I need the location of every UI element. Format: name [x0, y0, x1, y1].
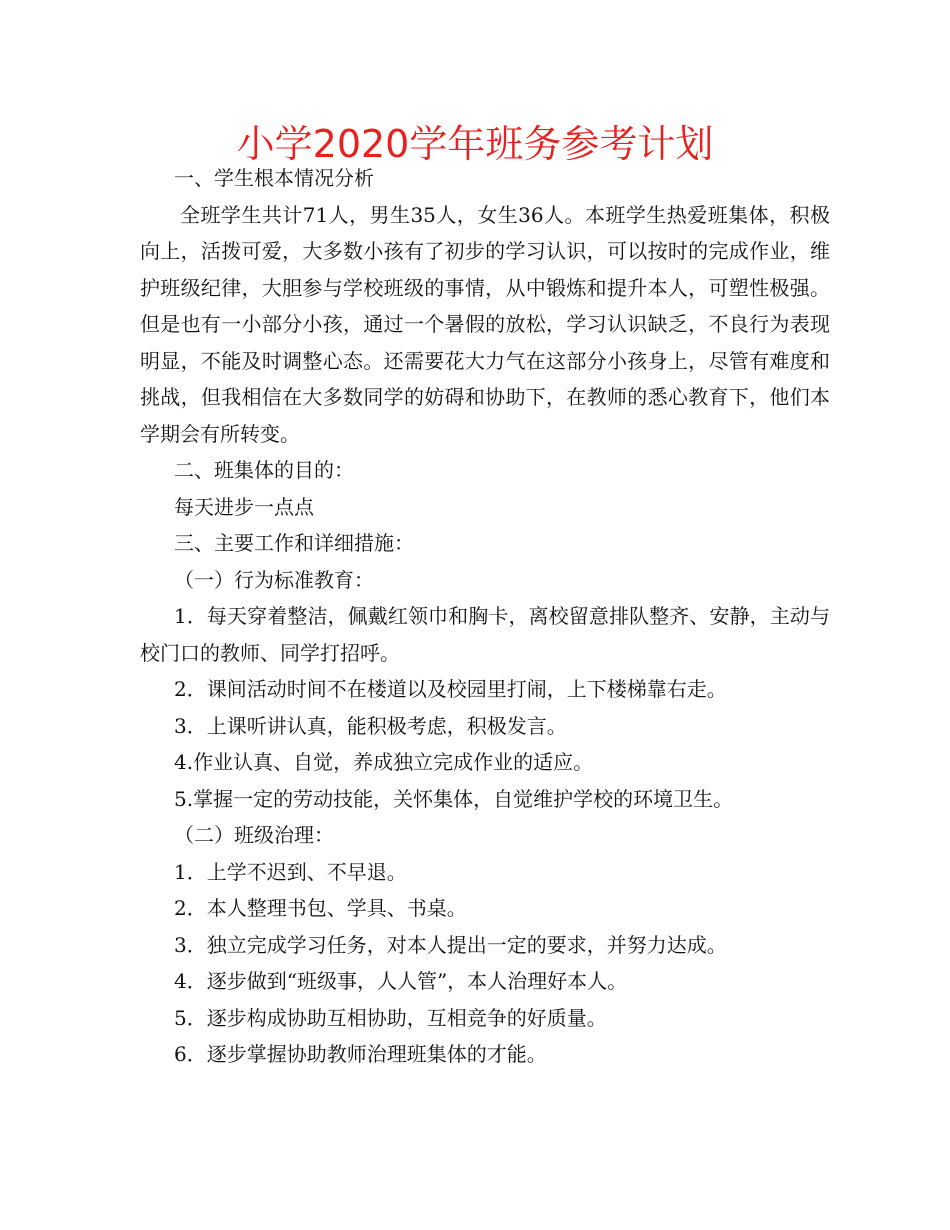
list-item: 5.掌握一定的劳动技能，关怀集体，自觉维护学校的环境卫生。: [174, 786, 734, 811]
section2-heading: 二、班集体的目的：: [174, 458, 354, 482]
subsection1-heading: （一）行为标准教育：: [174, 567, 374, 592]
list-item: 3．上课听讲认真，能积极考虑，积极发言。: [174, 713, 567, 738]
list-item: 4．逐步做到“班级事，人人管”，本人治理好本人。: [174, 969, 628, 993]
section1-paragraph: 全班学生共计71人，男生35人，女生36人。本班学生热爱班集体，积极向上，活拨可爱，大多数小孩有了初步的学习认识，可以按时的完成作业，维护班级纪律，大胆参与学校班级的事情，从中锻炼和提升本人，可塑性极强。但是也有一小部分小孩，通过一个暑假的放松，学习认识缺乏，不良行为表现明显，不能及时调整心态。还需要花大力气在这部分小孩身上，尽管有难度和挑战，但我相信在大多数同学的妨碍和协助下，在教师的悉心教育下，他们本学期会有所转变。: [140, 202, 830, 446]
section1-heading: 一、学生根本情况分析: [174, 166, 374, 190]
subsection2-heading: （二）班级治理：: [174, 823, 334, 847]
section3-heading: 三、主要工作和详细措施：: [174, 531, 414, 555]
list-item: 2．本人整理书包、学具、书桌。: [174, 896, 467, 920]
section2-content: 每天进步一点点: [174, 494, 314, 519]
list-item: 2．课间活动时间不在楼道以及校园里打闹，上下楼梯靠右走。: [174, 677, 727, 701]
list-item: 4.作业认真、自觉，养成独立完成作业的适应。: [174, 750, 594, 774]
list-item: 1．上学不迟到、不早退。: [174, 859, 407, 884]
document-title: 小学2020学年班务参考计划: [236, 122, 714, 166]
list-item: 3．独立完成学习任务，对本人提出一定的要求，并努力达成。: [174, 932, 727, 957]
document-body: [140, 160, 830, 1073]
list-item: 6．逐步掌握协助教师治理班集体的才能。: [174, 1042, 547, 1066]
list-item: 5．逐步构成协助互相协助，互相竞争的好质量。: [174, 1005, 607, 1030]
list-item: 1．每天穿着整洁，佩戴红领巾和胸卡，离校留意排队整齐、安静，主动与校门口的教师、同学打招呼。: [140, 604, 830, 665]
